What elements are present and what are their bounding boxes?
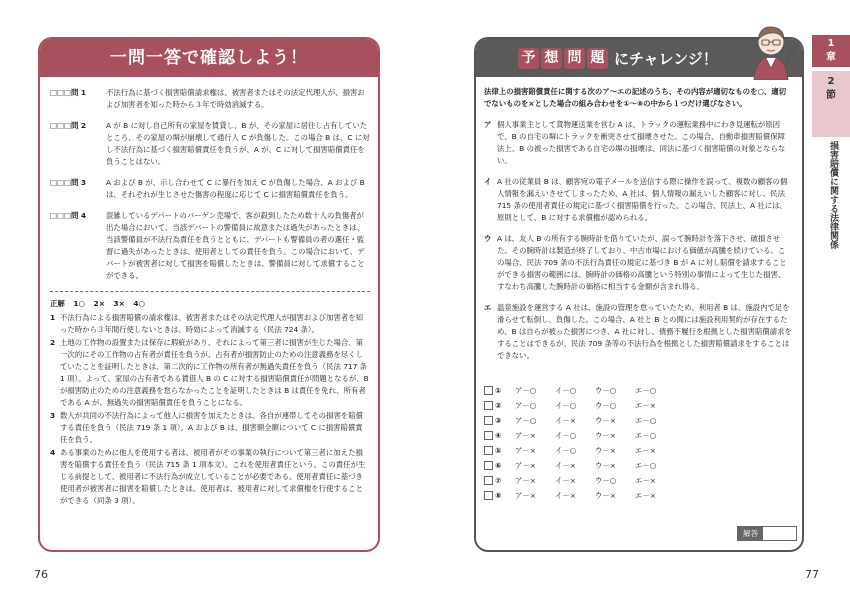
checkbox-icon[interactable] bbox=[484, 386, 493, 395]
answer-button[interactable]: 解答 bbox=[737, 526, 797, 541]
chapter-label: 1 章 bbox=[812, 35, 850, 67]
question-1: □□□問 1 不法行為に基づく損害賠償請求権は、被害者またはその法定代理人が、損害および加害者を知った時から３年で時効消滅する。 bbox=[50, 88, 365, 109]
question-2: □□□問 2 A が B に対し自己所有の家屋を賃貸し、B が、その家屋に居住し占有していたところ、その家屋の塀が崩壊して通行人 C が負傷した。この場合 B は、C に対し不法行為に基づく損害賠償責任を負うが、A が、C に対して損害賠償責任を負うことはない。 bbox=[50, 121, 370, 166]
statement-list bbox=[476, 110, 802, 362]
choice-6[interactable]: ⑥ ア－× イ－× ウ－× エ－○ bbox=[484, 458, 802, 473]
practice-problem-title: 予 想 問 題 にチャレンジ！ bbox=[476, 39, 802, 77]
practice-problem-box bbox=[474, 37, 804, 552]
section-label: 2 節 bbox=[812, 71, 850, 137]
checkbox-icon[interactable] bbox=[484, 461, 493, 470]
page-number-left: 76 bbox=[34, 568, 48, 581]
answer-section bbox=[40, 292, 378, 507]
choice-2[interactable]: ② ア－○ イ－○ ウ－○ エ－× bbox=[484, 398, 802, 413]
question-4: □□□問 4 混雑しているデパートのバーゲン売場で、客が殺到したため数十人の負傷者が出た場合において、当該デパートの警備員に故意または過失があったときは、当該警備員が不法行為責任を負うとともに、デパートも警備員の者の選任・監督に過失があったときは、使用者としての責任を負う。この場合において、デパートが被害者に対して損害を賠償したときは、警備員に対して求償することができる。 bbox=[50, 211, 365, 280]
statement-a: ア 個人事業主として貨物運送業を営む A は、トラックの運転業務中にわき見運転が原因で、B の自宅の塀にトラックを衝突させて損壊させた。この場合、自動車損害賠償保障法上、B の被った損害である自宅の塀の損壊は、同法に基づく損害賠償の対象とならない。 bbox=[484, 120, 786, 165]
choice-1[interactable]: ① ア－○ イ－○ ウ－○ エ－○ bbox=[484, 383, 802, 398]
explanation-2: 2 土地の工作物の設置または保存に瑕疵があり、それによって第三者に損害が生じた場合、第一次的にその工作物の占有者が責任を負うが、占有者が損害防止のための注意義務を尽くしていたことを証明したときは、第二次的に工作物の所有者が無過失責任を負う（民法 717 条 1 項）。よって、家屋の占有者である賃借人 B の C に対する損害賠償責任が問題となるが、B が損害防止のための注意義務を怠らなかったことを証明したときは B は責任を免れ、所有者である A が、無過失の損害賠償責任を負うことになる。 bbox=[50, 338, 369, 407]
checkbox-icon[interactable] bbox=[484, 431, 493, 440]
checkbox-icon[interactable]: □□□ bbox=[50, 121, 71, 130]
explanation-3: 3 数人が共同の不法行為によって他人に損害を加えたときは、各自が連帯してその損害を賠償する責任を負う（民法 719 条 1 項）。A および B は、損害額全額について C に損害賠償責任を負う。 bbox=[50, 411, 364, 444]
choice-5[interactable]: ⑤ ア－× イ－○ ウ－× エ－× bbox=[484, 443, 802, 458]
statement-u: ウ A は、友人 B の所有する腕時計を借りていたが、誤って腕時計を落下させ、破損させた。その腕時計は製造が終了しており、中古市場における価値が高騰を続けている。この場合、民法 709 条の不法行為責任の規定に基づき B が A に対し賠償を請求することができる損害の範囲には、腕時計の価格の高騰という特別の事情によって生じた損害、すなわち高騰した腕時計の価格に相当する金額が含まれ得る。 bbox=[484, 234, 787, 291]
problem-prompt: 法律上の損害賠償責任に関する次のア～エの記述のうち、その内容が適切なものを○、適切でないものを×とした場合の組み合わせを①～⑧の中から１つだけ選びなさい。 bbox=[484, 87, 787, 108]
checkbox-icon[interactable] bbox=[484, 476, 493, 485]
statement-e: エ 温泉施設を運営する A 社は、施設の管理を怠っていたため、利用者 B は、施設内で足を滑らせて転倒し、負傷した。この場合、A 社と B との間には施設利用契約が存在するため、B は自らが被った損害につき、A 社に対し、債務不履行を根拠とした損害賠償請求をすることはできるが、民法 709 条等の不法行為を根拠とした損害賠償請求をすることはできない。 bbox=[484, 303, 792, 360]
mascot-icon bbox=[742, 22, 800, 80]
qa-review-title: 一問一答で確認しよう！ bbox=[40, 39, 378, 77]
checkbox-icon[interactable] bbox=[484, 401, 493, 410]
section-title: 損害賠償に関する法律関係 bbox=[828, 141, 838, 249]
checkbox-icon[interactable]: □□□ bbox=[50, 178, 71, 187]
choice-list bbox=[476, 371, 802, 503]
choice-7[interactable]: ⑦ ア－× イ－× ウ－○ エ－× bbox=[484, 473, 802, 488]
checkbox-icon[interactable]: □□□ bbox=[50, 88, 71, 97]
checkbox-icon[interactable] bbox=[484, 491, 493, 500]
question-list bbox=[40, 77, 378, 282]
checkbox-icon[interactable] bbox=[484, 416, 493, 425]
page-number-right: 77 bbox=[805, 568, 819, 581]
checkbox-icon[interactable] bbox=[484, 446, 493, 455]
answer-line: 正解 1○ 2× 3× 4○ bbox=[50, 299, 145, 308]
choice-8[interactable]: ⑧ ア－× イ－× ウ－× エ－× bbox=[484, 488, 802, 503]
checkbox-icon[interactable]: □□□ bbox=[50, 211, 71, 220]
explanation-4: 4 ある事業のために他人を使用する者は、被用者がその事業の執行について第三者に加えた損害を賠償する責任を負う（民法 715 条 1 項本文）。これを使用者責任という。この責任が生じる前提として、被用者に不法行為が成立していることが必要である。使用者責任に基づき使用者が被害者に損害を賠償したときは、使用者は、被用者に対して求償権を行使することができる（同条 3 項）。 bbox=[50, 448, 366, 505]
explanation-1: 1 不法行為による損害賠償の請求権は、被害者またはその法定代理人が損害および加害者を知った時から３年間行使しないときは、時効によって消滅する（民法 724 条）。 bbox=[50, 313, 364, 334]
chapter-side-tab bbox=[812, 35, 850, 602]
qa-review-box bbox=[38, 37, 380, 552]
choice-3[interactable]: ③ ア－○ イ－× ウ－× エ－○ bbox=[484, 413, 802, 428]
question-3: □□□問 3 A および B が、示し合わせて C に暴行を加え C が負傷した場合、A および B は、それぞれが生じさせた傷害の程度に応じて C に損害賠償責任を負う。 bbox=[50, 178, 365, 199]
statement-i: イ A 社の従業員 B は、顧客宛の電子メールを送信する際に操作を誤って、複数の顧客の個人情報を漏えいさせてしまったため、A 社は、個人情報の漏えいした顧客に対し、民法 715 条の使用者責任の規定に基づく損害賠償を行った。この場合、民法上、A 社には、原則として、B に対する求償権が認められる。 bbox=[484, 177, 788, 222]
choice-4[interactable]: ④ ア－× イ－○ ウ－× エ－○ bbox=[484, 428, 802, 443]
